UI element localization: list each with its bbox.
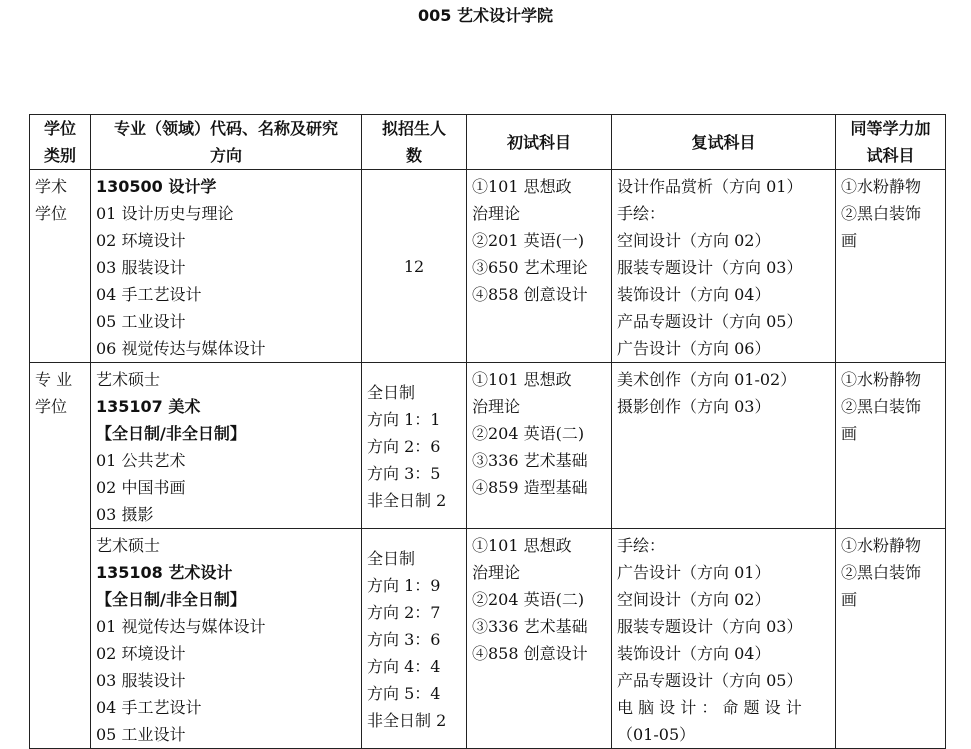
plan-cell: 全日制 方向 1：1 方向 2：6 方向 3：5 非全日制 2 [362,363,467,529]
table-header-row [30,115,946,170]
exam2-cell: 手绘： 广告设计（方向 01） 空间设计（方向 02） 服装专题设计（方向 03） 装饰设计（方向 04） 产品专题设计（方向 05） 电 脑 设 计 ： 命 题 设 计 （01-05） [612,529,836,749]
header-plan: 拟招生人 数 [362,115,467,170]
header-degree-type: 学位 类别 [30,115,91,170]
major-cell: 艺术硕士 135108 艺术设计 【全日制/非全日制】 01 视觉传达与媒体设计 02 环境设计 03 服装设计 04 手工艺设计 05 工业设计 [91,529,362,749]
exam2-cell: 美术创作（方向 01-02） 摄影创作（方向 03） [612,363,836,529]
header-major: 专业（领域）代码、名称及研究 方向 [91,115,362,170]
table-row [30,529,946,749]
program-table [29,114,946,749]
page-title: 005 艺术设计学院 [418,6,553,25]
extra-cell: ①水粉静物 ②黑白装饰 画 [836,529,946,749]
major-cell: 130500 设计学 01 设计历史与理论 02 环境设计 03 服装设计 04 手工艺设计 05 工业设计 06 视觉传达与媒体设计 [91,170,362,363]
major-cell: 艺术硕士 135107 美术 【全日制/非全日制】 01 公共艺术 02 中国书画 03 摄影 [91,363,362,529]
table-row [30,363,946,529]
exam2-cell: 设计作品赏析（方向 01） 手绘： 空间设计（方向 02） 服装专题设计（方向 03） 装饰设计（方向 04） 产品专题设计（方向 05） 广告设计（方向 06） [612,170,836,363]
exam1-cell: ①101 思想政 治理论 ②204 英语(二) ③336 艺术基础 ④858 创意设计 [467,529,612,749]
extra-cell: ①水粉静物 ②黑白装饰 画 [836,170,946,363]
header-extra: 同等学力加 试科目 [836,115,946,170]
degree-type-cell: 学术 学位 [30,170,91,363]
degree-type-cell: 专 业 学位 [30,363,91,749]
exam1-cell: ①101 思想政 治理论 ②201 英语(一) ③650 艺术理论 ④858 创意设计 [467,170,612,363]
exam1-cell: ①101 思想政 治理论 ②204 英语(二) ③336 艺术基础 ④859 造型基础 [467,363,612,529]
table-row [30,170,946,363]
header-exam2: 复试科目 [612,115,836,170]
extra-cell: ①水粉静物 ②黑白装饰 画 [836,363,946,529]
header-exam1: 初试科目 [467,115,612,170]
plan-cell: 12 [362,170,467,363]
plan-cell: 全日制 方向 1：9 方向 2：7 方向 3：6 方向 4：4 方向 5：4 非全日制 2 [362,529,467,749]
